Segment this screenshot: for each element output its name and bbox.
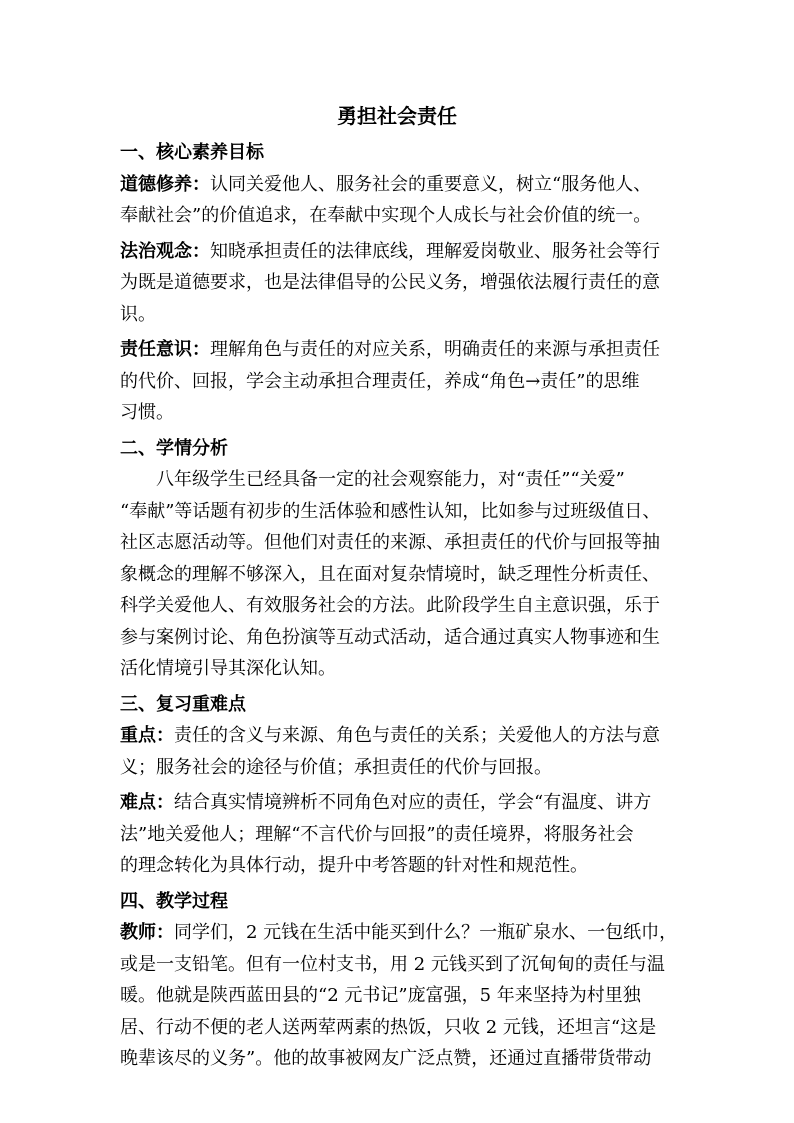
- teacher-line-2: 或是一支铅笔。但有一位村支书，用 2 元钱买到了沉甸甸的责任与温: [120, 953, 665, 975]
- hard-line-3: 的理念转化为具体行动，提升中考答题的针对性和规范性。: [120, 855, 588, 876]
- analysis-line-7: 活化情境引导其深化认知。: [120, 658, 336, 679]
- teacher-line-4: 居、行动不便的老人送两荤两素的热饭，只收 2 元钱，还坦言“这是: [120, 1016, 657, 1038]
- paragraph-hard: [120, 787, 680, 882]
- label-key: 重点：: [120, 725, 174, 746]
- duty-line-2: 的代价、回报，学会主动承担合理责任，养成“角色→责任”的思维: [120, 370, 640, 392]
- key-line-1: 责任的含义与来源、角色与责任的关系；关爱他人的方法与意: [174, 725, 660, 746]
- moral-line-1: 认同关爱他人、服务社会的重要意义，树立“服务他人、: [210, 173, 652, 195]
- section-heading-process: 四、教学过程: [120, 890, 228, 912]
- analysis-line-2: “奉献”等话题有初步的生活体验和感性认知，比如参与过班级值日、: [120, 500, 661, 522]
- label-moral: 道德修养：: [120, 173, 210, 195]
- paragraph-teacher: [120, 917, 680, 1075]
- analysis-line-1: 八年级学生已经具备一定的社会观察能力，对“责任”“关爱”: [156, 469, 625, 490]
- duty-line-1: 理解角色与责任的对应关系，明确责任的来源与承担责任: [210, 339, 660, 360]
- paragraph-key: [120, 720, 680, 783]
- duty-line-3: 习惯。: [120, 402, 174, 423]
- hard-line-2: 法”地关爱他人；理解“不言代价与回报”的责任境界，将服务社会: [120, 823, 634, 845]
- page-title: 勇担社会责任: [337, 104, 457, 128]
- moral-line-2: 奉献社会”的价值追求，在奉献中实现个人成长与社会价值的统一。: [120, 205, 652, 226]
- law-line-3: 识。: [120, 303, 156, 325]
- section-heading-keypoints: 三、复习重难点: [120, 693, 246, 715]
- label-hard: 难点：: [120, 792, 174, 813]
- paragraph-law: [120, 236, 680, 331]
- paragraph-moral: [120, 169, 680, 232]
- law-line-1: 知晓承担责任的法律底线，理解爱岗敬业、服务社会等行: [210, 240, 660, 262]
- analysis-line-3: 社区志愿活动等。但他们对责任的来源、承担责任的代价与回报等抽: [120, 532, 660, 553]
- paragraph-analysis: [120, 464, 680, 685]
- label-law: 法治观念：: [120, 240, 210, 262]
- teacher-line-5: 晚辈该尽的义务”。他的故事被网友广泛点赞，还通过直播带货带动: [120, 1048, 652, 1069]
- analysis-line-5: 科学关爱他人、有效服务社会的方法。此阶段学生自主意识强，乐于: [120, 595, 660, 616]
- law-line-2: 为既是道德要求，也是法律倡导的公民义务，增强依法履行责任的意: [120, 272, 660, 293]
- key-line-2: 义；服务社会的途径与价值；承担责任的代价与回报。: [120, 756, 552, 778]
- analysis-line-4: 象概念的理解不够深入，且在面对复杂情境时，缺乏理性分析责任、: [120, 563, 660, 585]
- section-heading-analysis: 二、学情分析: [120, 437, 228, 459]
- analysis-line-6: 参与案例讨论、角色扮演等互动式活动，适合通过真实人物事迹和生: [120, 626, 660, 648]
- hard-line-1: 结合真实情境辨析不同角色对应的责任，学会“有温度、讲方: [174, 792, 652, 813]
- teacher-line-3: 暖。他就是陕西蓝田县的“2 元书记”庞富强，5 年来坚持为村里独: [120, 985, 641, 1006]
- section-heading-goals: 一、核心素养目标: [120, 142, 264, 163]
- label-duty: 责任意识：: [120, 339, 210, 360]
- document-body: [120, 137, 680, 1075]
- teacher-line-1: 同学们，2 元钱在生活中能买到什么？一瓶矿泉水、一包纸巾，: [174, 922, 678, 943]
- paragraph-duty: [120, 334, 680, 429]
- label-teacher: 教师：: [120, 922, 174, 943]
